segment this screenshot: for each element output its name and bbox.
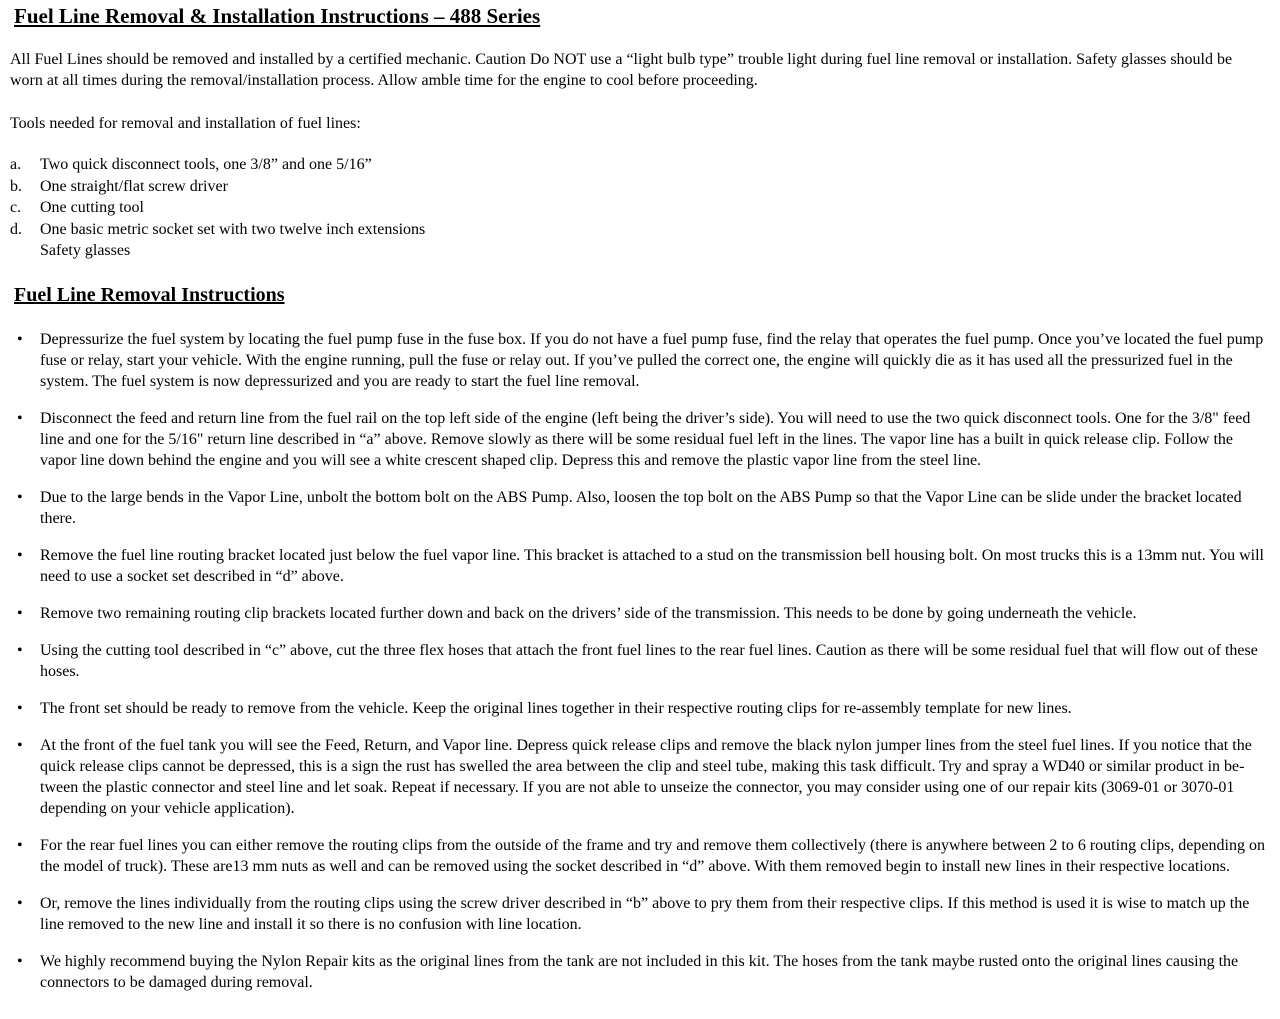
instruction-item: • Or, remove the lines individually from the routing clips using the screw driver described in “b” above to pry them from their respective clips. If this method is used it is wise to match up the line removed to the new line and install it so there is no confusion with line location. [10,893,1266,935]
instruction-item: • Disconnect the feed and return line from the fuel rail on the top left side of the engine (left being the driver’s side). You will need to use the two quick disconnect tools. One for the 3/8" feed line and one for the 5/16" return line described in “a” above. Remove slowly as there will be some residual fuel left in the lines. The vapor line has a built in quick release clip. Follow the vapor line down behind the engine and you will see a white crescent shaped clip. Depress this and remove the plastic vapor line from the steel line. [10,408,1266,471]
tool-item [10,240,1266,262]
tool-item [10,197,1266,219]
instruction-item: • Due to the large bends in the Vapor Line, unbolt the bottom bolt on the ABS Pump. Also, loosen the top bolt on the ABS Pump so that the Vapor Line can be slide under the bracket located there. [10,487,1266,529]
tools-list-intro: Tools needed for removal and installation of fuel lines: [10,115,361,132]
instruction-item: • The front set should be ready to remove from the vehicle. Keep the original lines together in their respective routing clips for re-assembly template for new lines. [10,698,1266,719]
instruction-item: • Using the cutting tool described in “c” above, cut the three flex hoses that attach the front fuel lines to the rear fuel lines. Caution as there will be some residual fuel that will flow out of these hoses. [10,640,1266,682]
tool-item-text: Safety glasses [40,242,131,259]
tool-item-text: One cutting tool [40,199,144,216]
tool-item [10,219,1266,241]
tool-item-text: One basic metric socket set with two twelve inch extensions [40,220,426,238]
tool-item-marker: b. [10,177,22,195]
tool-item-marker: c. [10,199,22,216]
instruction-item: • We highly recommend buying the Nylon Repair kits as the original lines from the tank are not included in this kit. The hoses from the tank maybe rusted onto the original lines causing the connectors to be damaged during removal. [10,951,1266,993]
tool-item [10,176,1266,198]
tools-list [10,154,1266,262]
document-title: Fuel Line Removal & Installation Instructions – 488 Series [14,4,541,28]
tool-item-text: One straight/flat screw driver [40,177,228,195]
instructions-list [10,329,1266,993]
section-heading: Fuel Line Removal Instructions [14,283,285,306]
instruction-item: • Remove two remaining routing clip brackets located further down and back on the drivers’ side of the transmission. This needs to be done by going underneath the vehicle. [10,603,1266,624]
intro-paragraph: All Fuel Lines should be removed and installed by a certified mechanic. Caution Do NOT use a “light bulb type” trouble light during fuel line removal or installation. Safety glasses should be worn at all times during the removal/installation process. Allow amble time for the engine to cool before proceeding. [10,51,1233,89]
instruction-item: • Remove the fuel line routing bracket located just below the fuel vapor line. This bracket is attached to a stud on the transmission bell housing bolt. On most trucks this is a 13mm nut. You will need to use a socket set described in “d” above. [10,545,1266,587]
tool-item-marker: a. [10,156,22,173]
instruction-item: • For the rear fuel lines you can either remove the routing clips from the outside of the frame and try and remove them collectively (there is anywhere between 2 to 6 routing clips, depending on the model of truck). These are13 mm nuts as well and can be removed using the socket described in “d” above. With them removed begin to install new lines in their respective locations. [10,835,1266,877]
tool-item-text: Two quick disconnect tools, one 3/8” and one 5/16” [40,156,372,173]
instruction-item: • Depressurize the fuel system by locating the fuel pump fuse in the fuse box. If you do not have a fuel pump fuse, find the relay that operates the fuel pump. Once you’ve located the fuel pump fuse or relay, start your vehicle. With the engine running, pull the fuse or relay out. If you’ve pulled the correct one, the engine will quickly die as it has used all the pressurized fuel in the system. The fuel system is now depressurized and you are ready to start the fuel line removal. [10,329,1266,392]
instruction-item: • At the front of the fuel tank you will see the Feed, Return, and Vapor line. Depress quick release clips and remove the black nylon jumper lines from the steel fuel lines. If you notice that the quick release clips cannot be depressed, this is a sign the rust has swelled the area between the clip and steel tube, making this task difficult. Try and spray a WD40 or similar product in be-tween the plastic connector and steel line and let soak. Repeat if necessary. If you are not able to unseize the connector, you may consider using one of our repair kits (3069-01 or 3070-01 depending on your vehicle application). [10,735,1266,819]
tool-item-marker [10,240,40,262]
tool-item [10,154,1266,176]
tool-item-marker: d. [10,220,22,238]
